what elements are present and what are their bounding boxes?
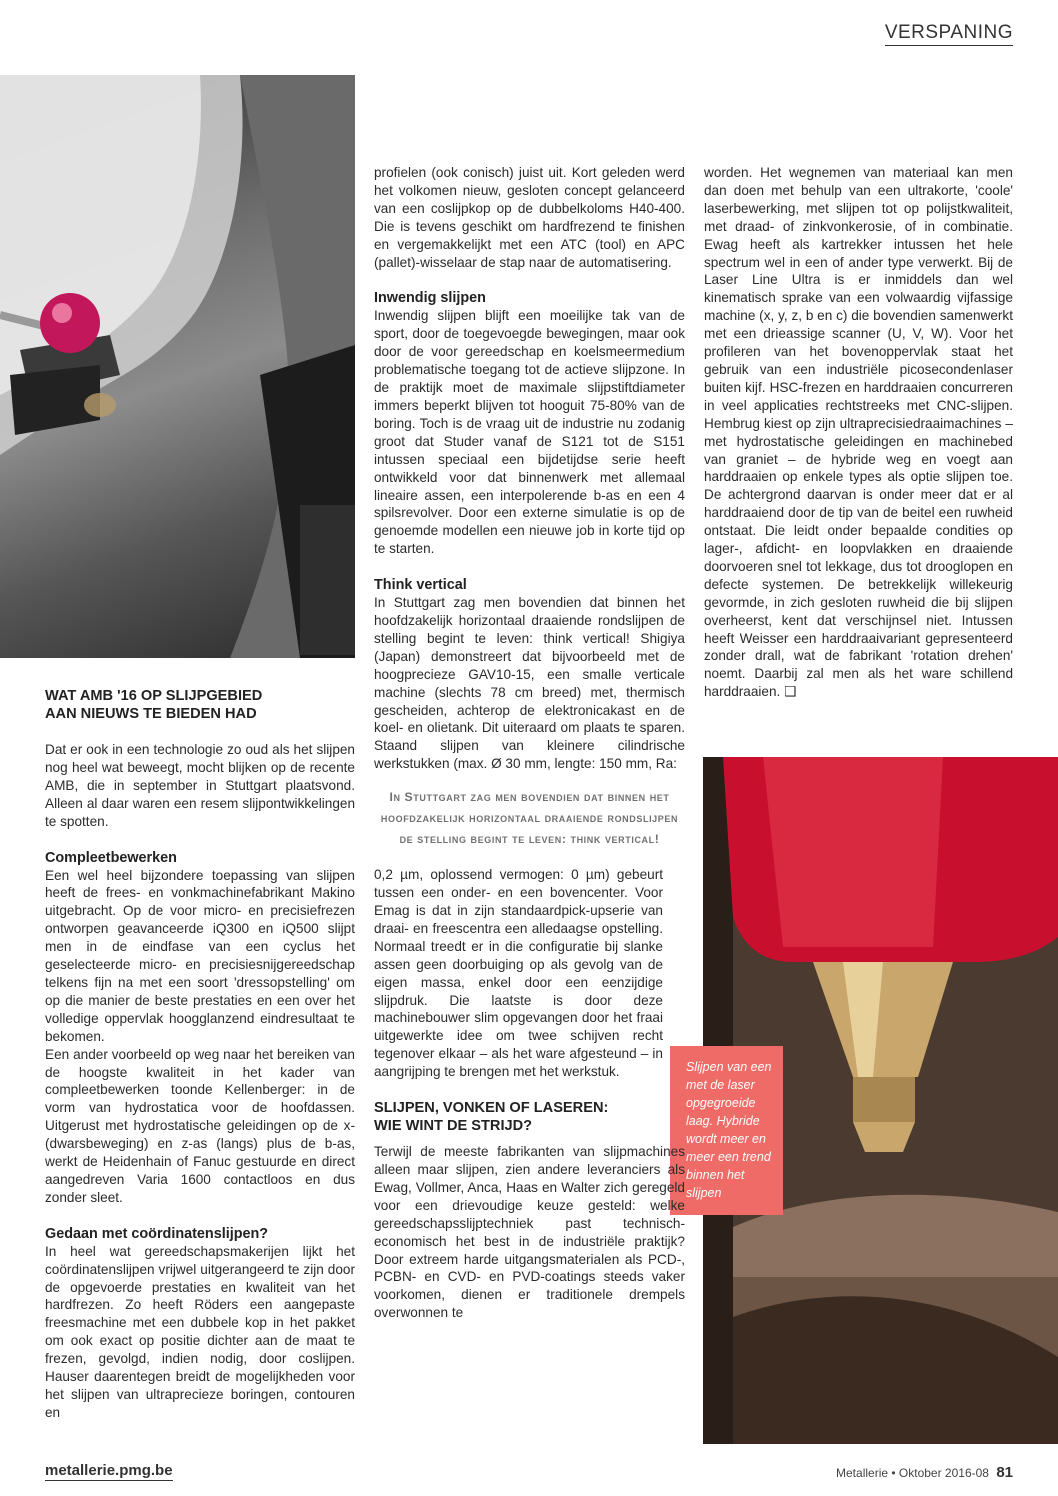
grinding-photo	[0, 75, 355, 658]
paragraph-emag: 0,2 µm, oplossend vermogen: 0 µm) gebeurt tussen een onder- en een bovencenter. Voor Emag is dat in zijn standaardpick-upserie van draai- en freescentra een alledaagse opstelling. Normaal treedt er in die configuratie bij slanke assen geen doorbuiging op als gevolg van de eigen massa, enkel door een eenzijdige slijpdruk. Die laatste is door deze machinebouwer slim opgevangen door het fraai uitgewerkte idee om twee schijven recht tegenover elkaar – als het ware afgesteund – in aangrijping te brengen met het werkstuk.	[374, 867, 663, 1080]
paragraph-slijpen: Terwijl de meeste fabrikanten van slijpmachines alleen maar slijpen, zien andere leveranciers als Ewag, Vollmer, Anca, Haas en Walter zich geregeld voor een drievoudige keuze gesteld: welke gereedschapsslijptechniek past technisch-economisch het best in de industriële praktijk? Door extreem harde uitgangsmaterialen als PCD-, PCBN- en CVD- en PVD-coatings steeds vaker voorkomen, dienen er traditionele drempels overwonnen te	[374, 1144, 685, 1321]
column-2	[374, 164, 685, 1322]
page-number: 81	[996, 1464, 1013, 1481]
issue-label: Metallerie • Oktober 2016-08	[836, 1466, 989, 1480]
box-title-line1: WAT AMB '16 OP SLIJPGEBIED	[45, 688, 263, 704]
intro-paragraph: Dat er ook in een technologie zo oud als het slijpen nog heel wat beweegt, mocht blijken op de recente AMB, die in september in Stuttgart plaatsvond. Alleen al daar waren een resem slijpontwikkelingen te spotten.	[45, 742, 355, 829]
heading-slijpen-line1: SLIJPEN, VONKEN OF LASEREN:	[374, 1100, 609, 1117]
pull-quote: In Stuttgart zag men bovendien dat binnen het hoofdzakelijk horizontaal draaiende rondslijpen de stelling begint te leven: think vertical!	[380, 790, 679, 847]
paragraph-compleet-1: Een wel heel bijzondere toepassing van slijpen heeft de frees- en vonkmachinefabrikant Makino uitgebracht. Op de voor micro- en precisiefrezen ontworpen geavanceerde iQ300 en iQ500 slijpt men in de eindfase van een cyclus het geselecteerde micro- en precisiesnijgereedschap telkens fijn na met een soort 'dressopstelling' om op die manier de beste prestaties en een over het volledige oppervlak hoogglanzend eindresultaat te bekomen.	[45, 867, 355, 1044]
photo-caption: Slijpen van een met de laser opgegroeide laag. Hybride wordt meer en meer een trend binnen het slijpen	[670, 1046, 783, 1215]
column-3	[704, 164, 1013, 701]
paragraph-col3: worden. Het wegnemen van materiaal kan men dan doen met behulp van een ultrakorte, 'coole' laserbewerking, met slijpen tot op polijstkwaliteit, met draad- of zinkvonkerosie, of in combinatie. Ewag heeft als kartrekker intussen het hele spectrum wel in een of ander type verwerkt. Bij de Laser Line Ultra is er inmiddels dan wel kinematisch sprake van een volwaardig vijfassige machine (x, y, z, b en c) die bovendien samenwerkt met een drieassige scanner (U, V, W). Voor het profileren van het bovenoppervlak staat het gebruik van een industriële picosecondenlaser buiten kijf. HSC-frezen en harddraaien concurreren in veel applicaties rechtstreeks met CNC-slijpen. Hembrug kiest op zijn ultraprecisiedraaimachines – met hydrostatische geleidingen en machinebed van graniet – de hybride weg en voegt aan harddraaien op enkele types als optie slijpen toe. De achtergrond daarvan is onder meer dat er al harddraaiend door de tip van de beitel een ruwheid ontstaat. Die leidt onder bepaalde condities op lager-, afdicht- en loopvlakken en draaiende doorvoeren snel tot lekkage, dus tot drooglopen en defecte systemen. De betrekkelijk willekeurig gevormde, in zich gesloten ruwheid die bij slijpen overheerst, kent dat verschijnsel niet. Intussen heeft Weisser een harddraaivariant gepresenteerd zonder drall, wat de fabrikant 'rotation drehen' noemt. Daarbij zal men als het ware schillend harddraaien. ❑	[704, 165, 1013, 700]
heading-compleetbewerken: Compleetbewerken	[45, 849, 177, 866]
column-1	[45, 687, 355, 1422]
heading-coordinatenslijpen: Gedaan met coördinatenslijpen?	[45, 1225, 269, 1242]
heading-inwendig-slijpen: Inwendig slijpen	[374, 290, 486, 307]
section-label: VERSPANING	[885, 22, 1013, 46]
heading-think-vertical: Think vertical	[374, 577, 467, 594]
box-title-line2: AAN NIEUWS TE BIEDEN HAD	[45, 706, 257, 722]
paragraph-inwendig: Inwendig slijpen blijft een moeilijke tak van de sport, door de toegevoegde bewegingen, maar ook door de voor gereedschap en koelsmeermedium problematische toegang tot de actieve slijpzone. In de praktijk moet de maximale slijpstiftdiameter immers beperkt blijven tot hooguit 75-80% van de boring. Toch is de vraag uit de industrie nu zodanig groot dat Studer vanaf de S121 tot de S151 intussen speciaal een bijdetijdse serie heeft ontwikkeld voor dat binnenwerk met allemaal lineaire assen, een interpolerende b-as en een 4 spilsrevolver. Door een externe simulatie is op de genoemde modellen een nieuwe job in korte tijd op te starten.	[374, 308, 685, 557]
footer-website-link[interactable]: metallerie.pmg.be	[45, 1462, 173, 1479]
footer-issue	[836, 1464, 1013, 1481]
paragraph-think-vertical: In Stuttgart zag men bovendien dat binnen het hoofdzakelijk horizontaal draaiende rondslijpen de stelling begint te leven: think vertical! Shigiya (Japan) demonstreert dat bijvoorbeeld met de hoogprecieze GAV10-15, een smalle verticale machine (slechts 78 cm breed) met, thermisch gescheiden, achterop de elektronicakast en de koel- en olietank. Dit uiteraard om plaats te sparen. Staand slijpen van kleinere cilindrische werkstukken (max. Ø 30 mm, lengte: 150 mm, Ra:	[374, 595, 685, 772]
paragraph-continued: profielen (ook conisch) juist uit. Kort geleden werd het volkomen nieuw, gesloten concept gelanceerd van een coslijpkop op de dubbelkoloms H40-400. Die is tevens geschikt om hardfrezend te finishen en vergemakkelijkt met een ATC (tool) en APC (pallet)-wisselaar de stap naar de automatisering.	[374, 165, 685, 270]
paragraph-compleet-2: Een ander voorbeeld op weg naar het bereiken van de hoogste kwaliteit in het kader van compleetbewerken toonde Kellenberger: in de vorm van hydrostatica voor de hoofdassen. Uitgerust met hydrostatische geleidingen op de x- (dwarsbeweging) en z-as (langs) plus de b-as, werkt de Heidenhain of Fanuc gestuurde en direct aangedreven Varia 1600 contactloos en dus zonder sleet.	[45, 1046, 355, 1205]
heading-slijpen-line2: WIE WINT DE STRIJD?	[374, 1118, 533, 1135]
paragraph-coordinatenslijpen: In heel wat gereedschapsmakerijen lijkt het coördinatenslijpen vrijwel uitgerangeerd te zijn door de opgevoerde prestaties en kwaliteit van het hardfrezen. Zo heeft Röders een aangepaste freesmachine met een dubbele kop in het pakket om ook exact op positie dichter aan de maat te frezen, gevolgd, indien nodig, door coslijpen. Hauser daarentegen breidt de mogelijkheden voor het slijpen van ultraprecieze boringen, contouren en	[45, 1243, 355, 1420]
